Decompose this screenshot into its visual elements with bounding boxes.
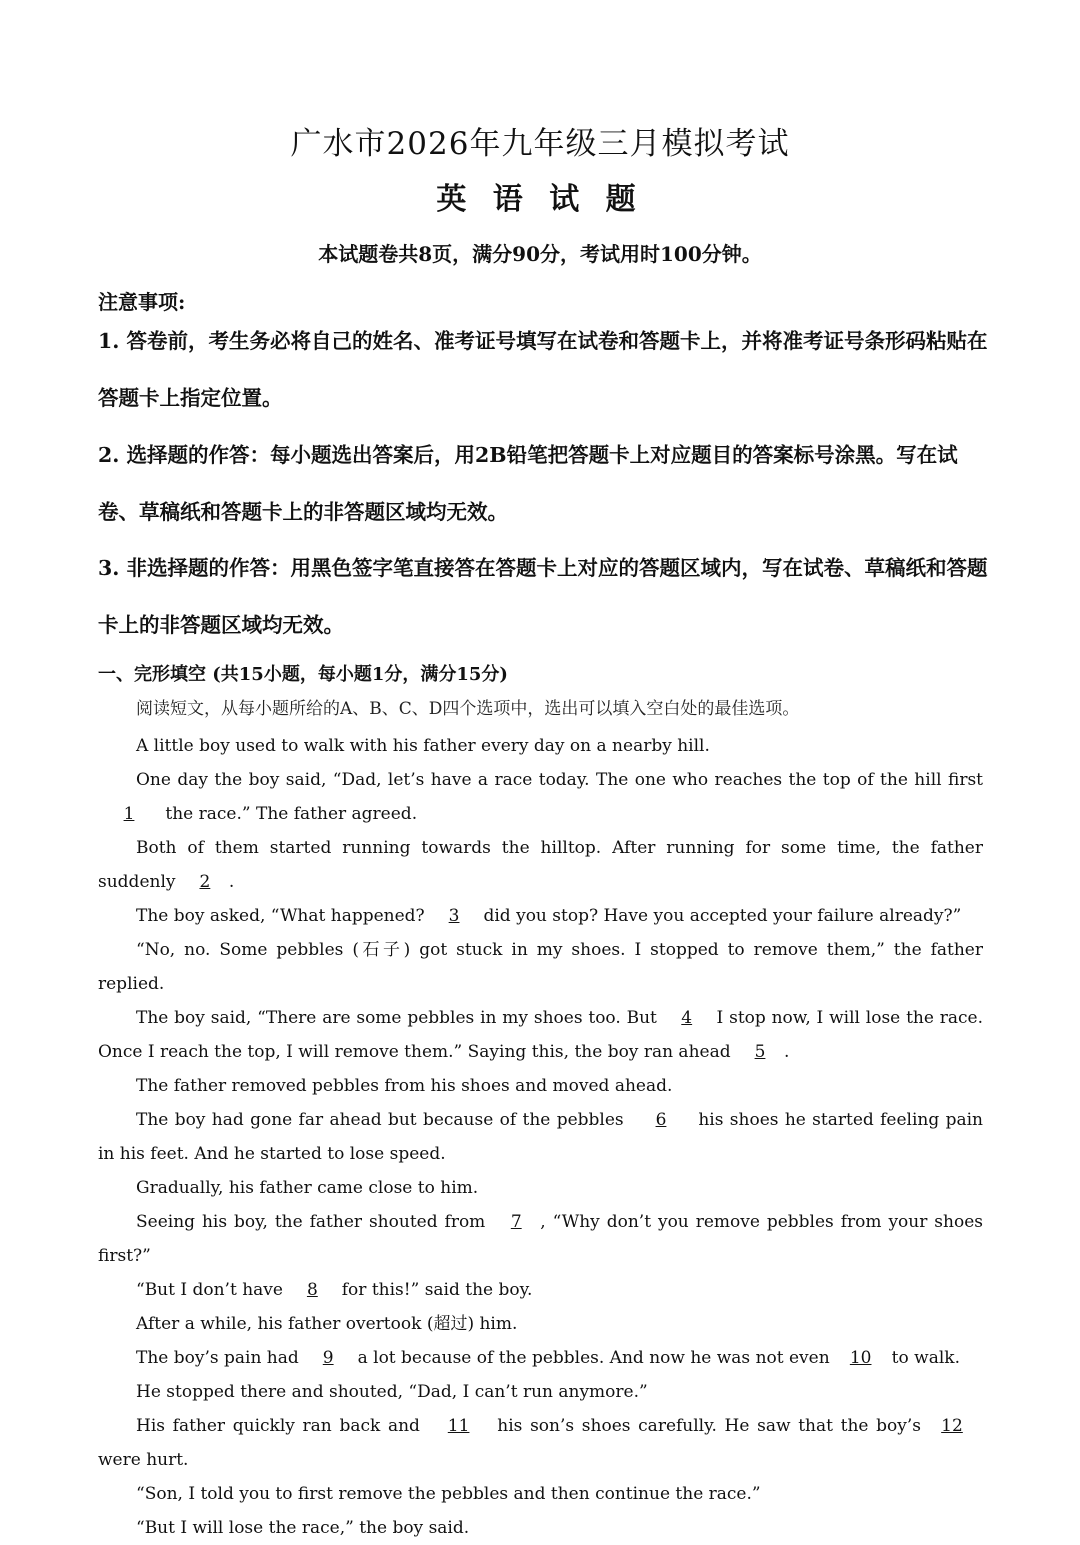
exam-title: 广水市2026年九年级三月模拟考试 — [290, 126, 790, 162]
notice-item-3: 3. 非选择题的作答：用黑色签字笔直接答在答题卡上对应的答题区域内，写在试卷、草稿纸和答题卡上的非答题区域均无效。 — [98, 556, 988, 637]
passage-paragraph: “Son, I told you to first remove the pebbles and then continue the race.” — [136, 1484, 761, 1504]
blank-4: 4 — [681, 1008, 693, 1028]
notice-item-2: 2. 选择题的作答：每小题选出答案后，用2B铅笔把答题卡上对应题目的答案标号涂黑。写在试卷、草稿纸和答题卡上的非答题区域均无效。 — [98, 443, 958, 524]
passage-paragraph: After a while, his father overtook (超过) him. — [136, 1314, 518, 1334]
notice-item-1: 1. 答卷前，考生务必将自己的姓名、准考证号填写在试卷和答题卡上，并将准考证号条形码粘贴在答题卡上指定位置。 — [98, 329, 988, 410]
blank-8: 8 — [306, 1280, 318, 1300]
blank-3: 3 — [448, 906, 460, 926]
notice-heading: 注意事项: — [98, 290, 186, 314]
blank-10: 10 — [849, 1348, 872, 1368]
passage-paragraph: Gradually, his father came close to him. — [136, 1178, 479, 1198]
section-heading: 一、完形填空 (共15小题，每小题1分，满分15分) — [98, 664, 508, 685]
blank-5: 5 — [754, 1042, 766, 1062]
blank-6: 6 — [655, 1110, 667, 1130]
blank-2: 2 — [199, 872, 211, 892]
passage-paragraph: He stopped there and shouted, “Dad, I can’t run anymore.” — [136, 1382, 648, 1402]
section-instruction: 阅读短文，从每小题所给的A、B、C、D四个选项中，选出可以填入空白处的最佳选项。 — [136, 699, 800, 719]
blank-12: 12 — [941, 1416, 963, 1436]
exam-info: 本试题卷共8页，满分90分，考试用时100分钟。 — [318, 242, 762, 266]
blank-7: 7 — [510, 1212, 522, 1232]
cloze-passage — [98, 729, 983, 1545]
blank-11: 11 — [447, 1416, 470, 1436]
passage-paragraph: Seeing his boy, the father shouted from 7 , “Why don’t you remove pebbles from your shoes first?” — [98, 1205, 983, 1273]
passage-paragraph: A little boy used to walk with his father every day on a nearby hill. — [136, 736, 710, 756]
passage-paragraph: Both of them started running towards the hilltop. After running for some time, the father suddenly 2 . — [98, 831, 983, 899]
passage-paragraph: The boy said, “There are some pebbles in my shoes too. But 4 I stop now, I will lose the race. Once I reach the top, I will remove them.” Saying this, the boy ran ahead 5 . — [98, 1001, 983, 1069]
passage-paragraph: “No, no. Some pebbles (石子) got stuck in my shoes. I stopped to remove them,” the father replied. — [98, 940, 983, 994]
exam-subtitle: 英 语 试 题 — [436, 182, 644, 217]
passage-paragraph: The father removed pebbles from his shoes and moved ahead. — [136, 1076, 673, 1096]
passage-paragraph: The boy asked, “What happened? 3 did you stop? Have you accepted your failure already?” — [98, 899, 983, 933]
passage-paragraph: “But I will lose the race,” the boy said. — [136, 1518, 470, 1538]
passage-paragraph: The boy had gone far ahead but because of the pebbles 6 his shoes he started feeling pain in his feet. And he started to lose speed. — [98, 1103, 983, 1171]
passage-paragraph: One day the boy said, “Dad, let’s have a race today. The one who reaches the top of the hill first 1 the race.” The father agreed. — [98, 763, 983, 831]
passage-paragraph: His father quickly ran back and 11 his son’s shoes carefully. He saw that the boy’s 12 were hurt. — [98, 1409, 983, 1477]
blank-9: 9 — [322, 1348, 334, 1368]
passage-paragraph: “But I don’t have 8 for this!” said the boy. — [98, 1273, 983, 1307]
passage-paragraph: The boy’s pain had 9 a lot because of the pebbles. And now he was not even 10 to walk. — [98, 1341, 983, 1375]
blank-1: 1 — [123, 804, 135, 824]
